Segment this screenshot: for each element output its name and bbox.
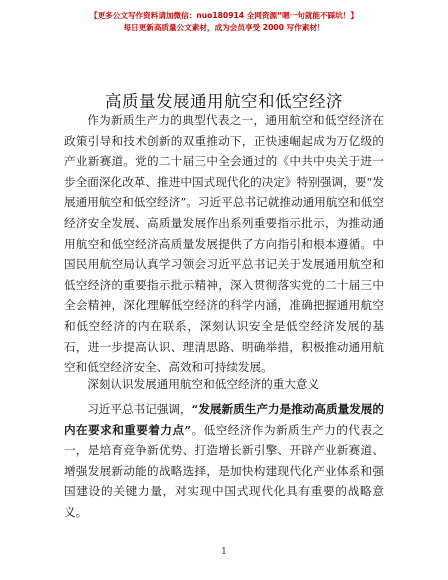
- paragraph-intro: 作为新质生产力的典型代表之一，通用航空和低空经济在政策引导和技术创新的双重推动下，正快速崛起成为万亿级的产业新赛道。党的二十届三中全会通过的《中共中央关于进一步全面深化改革、推进中国式现代化的决定》特别强调，要“发展通用航空和低空经济”。习近平总书记就推动通用航空和低空经济安全发展、高质量发展作出系列重要指示批示，为推动通用航空和低空经济高质量发展提供了方向指引和根本遵循。中国民用航空局认真学习领会习近平总书记关于发展通用航空和低空经济的重要指示批示精神，深入贯彻落实党的二十届三中全会精神，深化理解低空经济的科学内涵，准确把握通用航空和低空经济的内在联系，深刻认识安全是低空经济发展的基石，进一步提高认识、理清思路、明确举措，积极推动通用航空和低空经济安全、高效和可持续发展。: [64, 113, 384, 375]
- promo-banner-line2: 每日更新高质量公文素材，成为会员享受 2000 写作素材！: [123, 23, 325, 32]
- paragraph-lead: 习近平总书记强调，: [87, 402, 192, 416]
- page-number: 1: [221, 547, 227, 557]
- paragraph-significance: [64, 399, 384, 523]
- promo-banner-line1: 【更多公文写作资料请加微信：nuo180914 全网资源“嗯一句就能不踩坑！】: [90, 11, 358, 20]
- document-title: 高质量发展通用航空和低空经济: [105, 92, 343, 111]
- section-heading: 深刻认识发展通用航空和低空经济的重大意义: [87, 377, 320, 391]
- quoted-statement: “发展新质生产力是推动高质量发展的内在要求和重要着力点”: [64, 402, 384, 437]
- paragraph-rest: 。低空经济作为新质生产力的代表之一，是培育竞争新优势、打造增长新引擎、开辟产业新赛道、增强发展新动能的战略选择，是加快构建现代化产业体系和强国建设的关键力量，对实现中国式现代化具有重要的战略意义。: [64, 422, 384, 519]
